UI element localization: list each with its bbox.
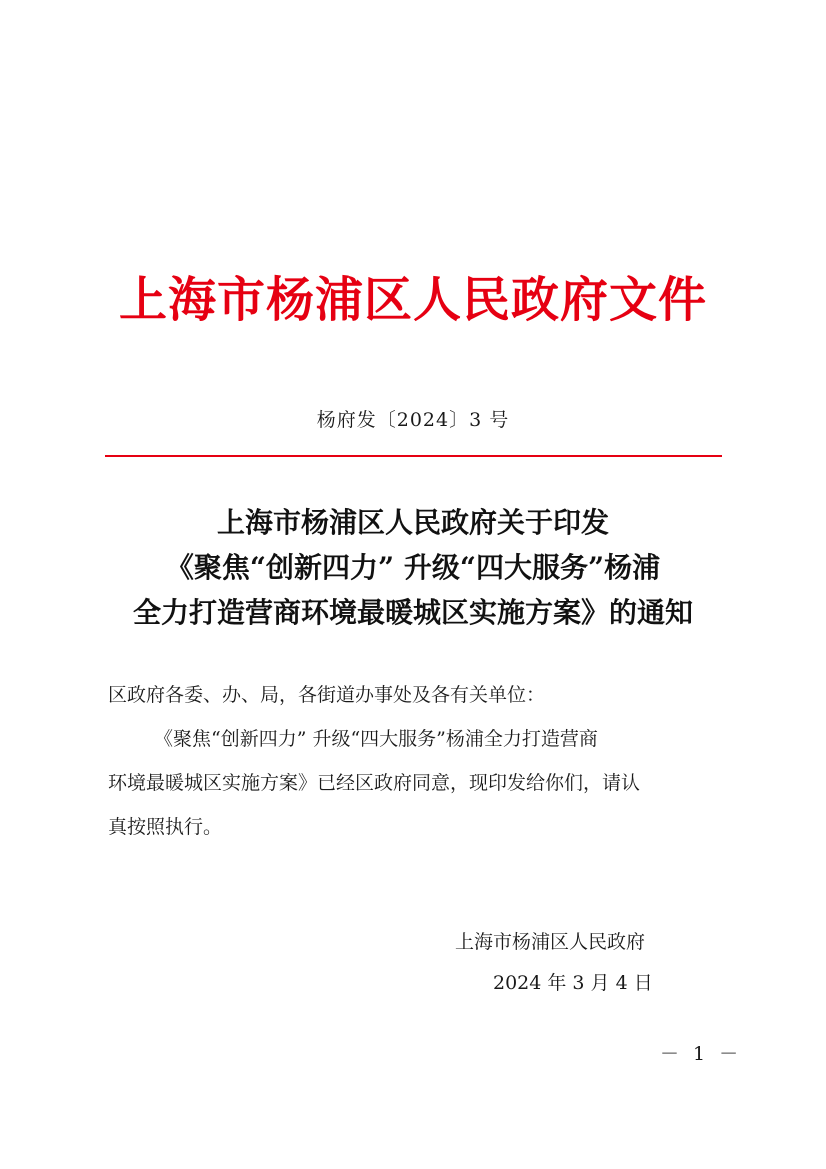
signature-date: 2024 年 3 月 4 日 <box>493 972 653 994</box>
notice-title-line-2: 《聚焦“创新四力” 升级“四大服务”杨浦 <box>165 551 661 584</box>
addressee-line: 区政府各委、办、局，各街道办事处及各有关单位： <box>108 684 546 706</box>
document-header-title: 上海市杨浦区人民政府文件 <box>118 272 707 328</box>
body-line-2: 环境最暖城区实施方案》已经区政府同意，现印发给你们，请认 <box>108 772 641 794</box>
document-number: 杨府发〔2024〕3 号 <box>316 409 510 431</box>
notice-title-line-3: 全力打造营商环境最暖城区实施方案》的通知 <box>132 596 693 629</box>
body-line-1: 《聚焦“创新四力” 升级“四大服务”杨浦全力打造营商 <box>154 728 598 750</box>
page-number: － 1 － <box>660 1043 743 1065</box>
signature-organization: 上海市杨浦区人民政府 <box>455 931 646 953</box>
body-paragraph <box>108 717 720 849</box>
body-line-3: 真按照执行。 <box>108 816 223 838</box>
notice-title <box>0 500 826 635</box>
notice-title-line-1: 上海市杨浦区人民政府关于印发 <box>216 506 609 539</box>
red-divider-rule <box>105 455 722 457</box>
